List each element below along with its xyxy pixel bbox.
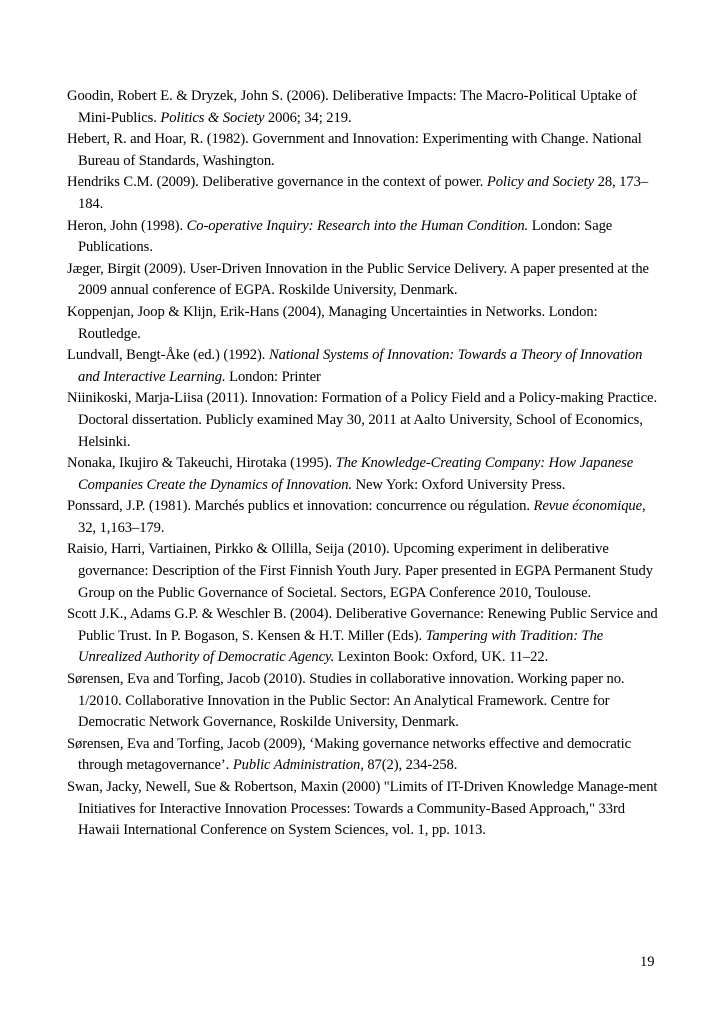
reference-text: Hebert, R. and Hoar, R. (1982). Government and Innovation: Experimenting with Change. National Bureau of Standards, Washington. xyxy=(67,131,642,169)
reference-text: Raisio, Harri, Vartiainen, Pirkko & Ollilla, Seija (2010). Upcoming experiment in deliberative governance: Description of the First Finnish Youth Jury. Paper presented in EGPA Permanent Study Group on the Public Governance of Societal. Sectors, EGPA Conference 2010, Toulouse. xyxy=(67,541,653,601)
reference-text: Jæger, Birgit (2009). User-Driven Innovation in the Public Service Delivery. A paper presented at the 2009 annual conference of EGPA. Roskilde University, Denmark. xyxy=(67,260,649,299)
reference-text: 28, 173–184. xyxy=(78,174,649,212)
reference-list xyxy=(67,86,662,842)
reference-title-italic: Policy and Society xyxy=(486,174,595,191)
reference-text: 2006; 34; 219. xyxy=(264,109,352,126)
reference-text: Koppenjan, Joop & Klijn, Erik-Hans (2004), Managing Uncertainties in Networks. London: Routledge. xyxy=(67,303,598,342)
reference-text: Sørensen, Eva and Torfing, Jacob (2009), ‘Making governance networks effective and democratic through metagovernance’. xyxy=(67,735,632,774)
reference-text: , 87(2), 234-258. xyxy=(360,757,458,774)
reference-text: Sørensen, Eva and Torfing, Jacob (2010). Studies in collaborative innovation. Working paper no. 1/2010. Collaborative Innovation in the Public Sector: An Analytical Framework. Centre for Democratic Network Governance, Roskilde University, Denmark. xyxy=(67,671,625,731)
reference-entry xyxy=(67,496,662,539)
reference-text: London: Printer xyxy=(225,368,321,385)
reference-text: Swan, Jacky, Newell, Sue & Robertson, Maxin (2000) "Limits of IT-Driven Knowledge Manage-ment Initiatives for Interactive Innovation Processes: Towards a Community-Based Approach," 33rd Hawaii International Conference on System Sciences, vol. 1, pp. 1013. xyxy=(67,779,658,839)
reference-entry xyxy=(67,345,662,388)
reference-entry xyxy=(67,388,662,453)
reference-entry xyxy=(67,302,662,345)
reference-text: Heron, John (1998). xyxy=(67,217,187,234)
reference-text: Niinikoski, Marja-Liisa (2011). Innovation: Formation of a Policy Field and a Policy-making Practice. Doctoral dissertation. Publicly examined May 30, 2011 at Aalto University, School of Economics, Helsinki. xyxy=(67,390,658,450)
reference-title-italic: Revue économique xyxy=(533,498,643,515)
reference-text: Nonaka, Ikujiro & Takeuchi, Hirotaka (1995). xyxy=(67,455,336,472)
reference-entry xyxy=(67,669,662,734)
reference-text: , 32, 1,163–179. xyxy=(78,498,646,536)
reference-text: London: Sage Publications. xyxy=(78,217,613,256)
reference-text: Lundvall, Bengt-Åke (ed.) (1992). xyxy=(67,347,269,364)
reference-text: Goodin, Robert E. & Dryzek, John S. (2006). Deliberative Impacts: The Macro-Political Uptake of Mini-Publics. xyxy=(67,88,638,126)
reference-entry xyxy=(67,604,662,669)
reference-entry xyxy=(67,172,662,215)
page-number: 19 xyxy=(640,954,655,970)
reference-title-italic: Co-operative Inquiry: Research into the Human Condition. xyxy=(186,217,529,234)
reference-text: Lexinton Book: Oxford, UK. 11–22. xyxy=(334,649,549,666)
reference-entry xyxy=(67,734,662,777)
reference-entry xyxy=(67,539,662,604)
reference-entry xyxy=(67,129,662,172)
reference-text: Hendriks C.M. (2009). Deliberative governance in the context of power. xyxy=(67,174,487,191)
reference-entry xyxy=(67,777,662,842)
reference-text: Scott J.K., Adams G.P. & Weschler B. (2004). Deliberative Governance: Renewing Public Service and Public Trust. In P. Bogason, S. Kensen & H.T. Miller (Eds). xyxy=(67,606,658,644)
reference-title-italic: Public Administration xyxy=(232,757,361,774)
reference-text: New York: Oxford University Press. xyxy=(352,476,566,493)
reference-entry xyxy=(67,86,662,129)
reference-title-italic: Politics & Society xyxy=(160,109,265,126)
reference-entry xyxy=(67,259,662,302)
reference-title-italic: National Systems of Innovation: Towards a Theory of Innovation and Interactive Learning. xyxy=(78,347,643,385)
reference-text: Ponssard, J.P. (1981). Marchés publics et innovation: concurrence ou régulation. xyxy=(67,498,534,515)
reference-title-italic: Tampering with Tradition: The Unrealized Authority of Democratic Agency. xyxy=(78,627,604,666)
reference-entry xyxy=(67,453,662,496)
reference-title-italic: The Knowledge-Creating Company: How Japanese Companies Create the Dynamics of Innovation. xyxy=(78,455,634,493)
reference-entry xyxy=(67,216,662,259)
